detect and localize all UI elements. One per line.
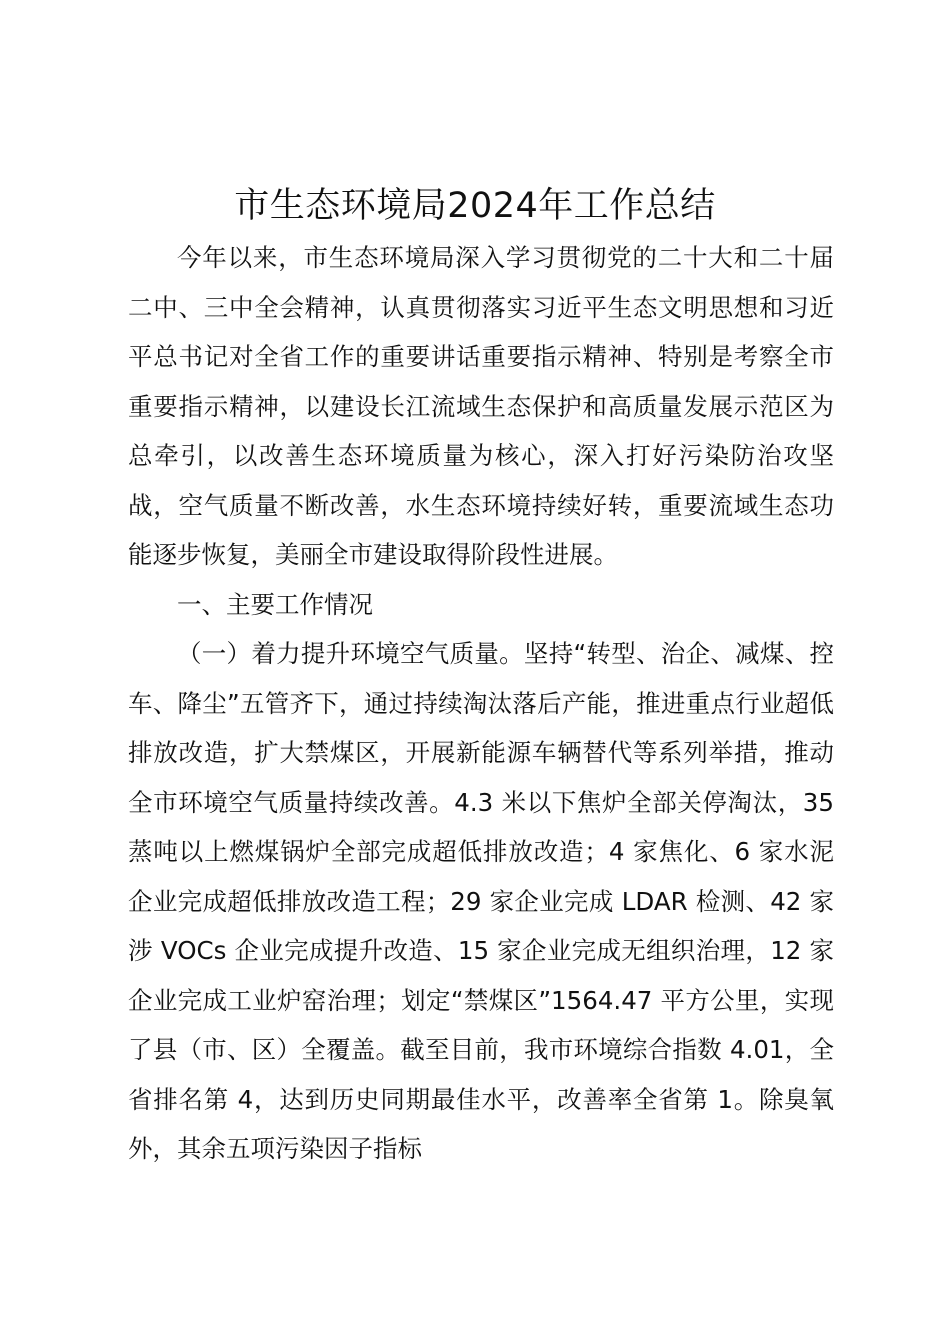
section-heading: 一、主要工作情况	[177, 589, 373, 619]
document-body	[128, 233, 834, 1174]
intro-paragraph: 今年以来，市生态环境局深入学习贯彻党的二十大和二十届二中、三中全会精神，认真贯彻落实习近平生态文明思想和习近平总书记对全省工作的重要讲话重要指示精神、特别是考察全市重要指示精神，以建设长江流域生态保护和高质量发展示范区为总牵引，以改善生态环境质量为核心，深入打好污染防治攻坚战，空气质量不断改善，水生态环境持续好转，重要流域生态功能逐步恢复，美丽全市建设取得阶段性进展。	[128, 243, 834, 569]
document-title: 市生态环境局2024年工作总结	[234, 186, 716, 226]
subsection-paragraph: （一）着力提升环境空气质量。坚持“转型、治企、减煤、控车、降尘”五管齐下，通过持续淘汰落后产能，推进重点行业超低排放改造，扩大禁煤区，开展新能源车辆替代等系列举措，推动全市环境空气质量持续改善。4.3 米以下焦炉全部关停淘汰，35 蒸吨以上燃煤锅炉全部完成超低排放改造；4 家焦化、6 家水泥企业完成超低排放改造工程；29 家企业完成 LDAR 检测、42 家涉 VOCs 企业完成提升改造、15 家企业完成无组织治理，12 家企业完成工业炉窑治理；划定“禁煤区”1564.47 平方公里，实现了县（市、区）全覆盖。截至目前，我市环境综合指数 4.01，全省排名第 4，达到历史同期最佳水平，改善率全省第 1。除臭氧外，其余五项污染因子指标	[128, 639, 834, 1163]
